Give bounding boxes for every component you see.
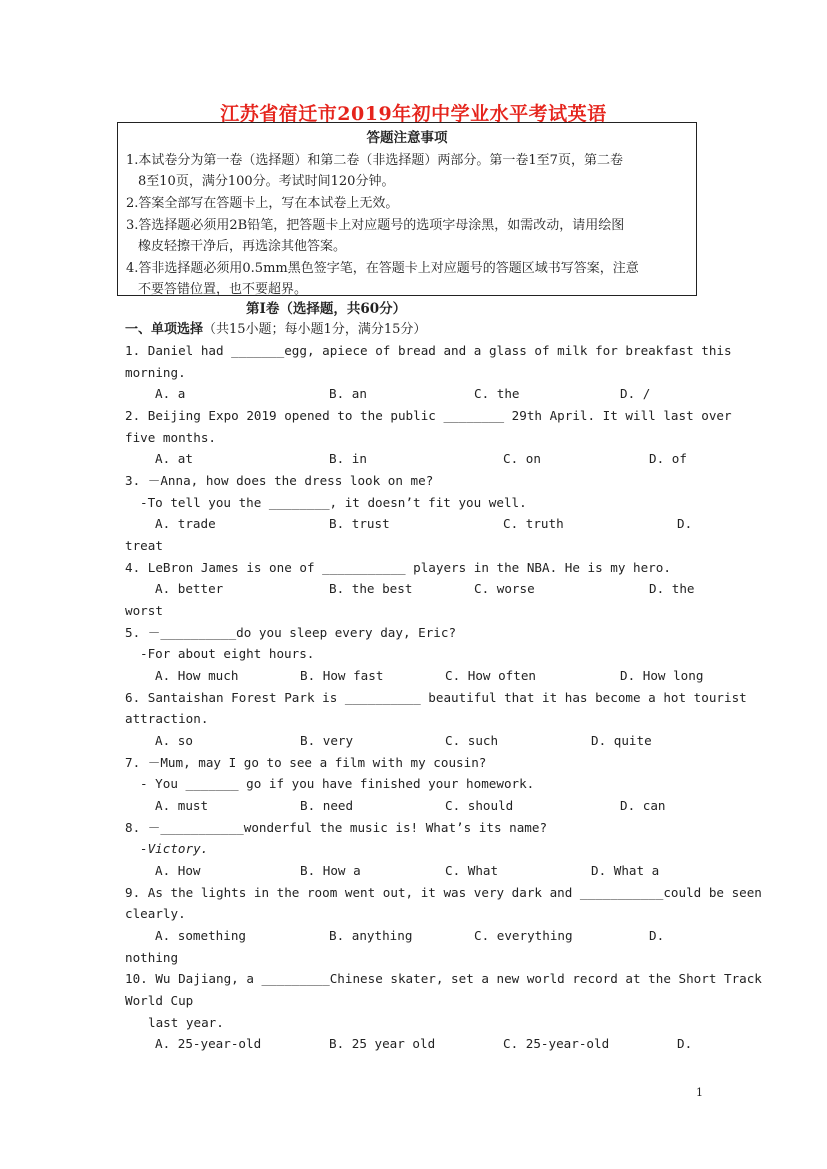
question-4-stem: 4. LeBron James is one of ___________ players in the NBA. He is my hero.: [125, 560, 671, 575]
q1-option-c: C. the: [474, 386, 520, 401]
notice-line: 1.本试卷分为第一卷（选择题）和第二卷（非选择题）两部分。第一卷1至7页，第二卷: [126, 153, 623, 168]
q7-option-d: D. can: [620, 798, 666, 813]
page-number: 1: [696, 1086, 703, 1099]
q2-option-a: A. at: [155, 451, 193, 466]
question-10-stem-cont: World Cup: [125, 993, 194, 1008]
q8-option-c: C. What: [445, 863, 499, 878]
question-7-stem-cont: - You _______ go if you have finished your homework.: [140, 776, 535, 791]
question-1-stem: 1. Daniel had _______egg, apiece of bread and a glass of milk for breakfast this: [125, 343, 732, 358]
question-2-stem-cont: five months.: [125, 430, 216, 445]
q10-option-b: B. 25 year old: [329, 1036, 436, 1051]
question-3-stem: 3. －Anna, how does the dress look on me?: [125, 473, 434, 488]
question-8-stem-cont: -Victory.: [140, 841, 209, 856]
part-heading: 第Ⅰ卷（选择题，共60分）: [246, 301, 407, 317]
q9-option-b: B. anything: [329, 928, 413, 943]
q5-option-a: A. How much: [155, 668, 239, 683]
q3-option-d: D.: [677, 516, 693, 531]
notice-line: 8至10页，满分100分。考试时间120分钟。: [138, 174, 395, 189]
exam-title: 江苏省宿迁市2019年初中学业水平考试英语: [220, 103, 607, 125]
question-2-stem: 2. Beijing Expo 2019 opened to the public ________ 29th April. It will last over: [125, 408, 732, 423]
q8-option-a: A. How: [155, 863, 201, 878]
q1-option-b: B. an: [329, 386, 367, 401]
q3-option-c: C. truth: [503, 516, 564, 531]
q9-option-d-text: nothing: [125, 950, 179, 965]
q3-option-d-text: treat: [125, 538, 163, 553]
q4-option-c: C. worse: [474, 581, 535, 596]
q10-option-a: A. 25-year-old: [155, 1036, 262, 1051]
question-6-stem: 6. Santaishan Forest Park is __________ beautiful that it has become a hot tourist: [125, 690, 747, 705]
q10-option-c: C. 25-year-old: [503, 1036, 610, 1051]
q4-option-a: A. better: [155, 581, 224, 596]
q8-option-d: D. What a: [591, 863, 660, 878]
notice-line: 3.答选择题必须用2B铅笔，把答题卡上对应题号的选项字母涂黑，如需改动，请用绘图: [126, 218, 625, 233]
section-desc: （共15小题；每小题1分，满分15分）: [203, 322, 427, 337]
q2-option-d: D. of: [649, 451, 687, 466]
section-heading: [125, 322, 426, 338]
q5-option-d: D. How long: [620, 668, 704, 683]
q6-option-b: B. very: [300, 733, 354, 748]
notice-line: 2.答案全部写在答题卡上，写在本试卷上无效。: [126, 196, 399, 211]
q7-option-c: C. should: [445, 798, 514, 813]
question-1-stem-cont: morning.: [125, 365, 186, 380]
q2-option-c: C. on: [503, 451, 541, 466]
q4-option-d: D. the: [649, 581, 695, 596]
q9-option-a: A. something: [155, 928, 246, 943]
q4-option-d-text: worst: [125, 603, 163, 618]
question-9-stem-cont: clearly.: [125, 906, 186, 921]
notice-line: 不要答错位置，也不要超界。: [138, 282, 308, 297]
q9-option-d: D.: [649, 928, 665, 943]
q1-option-d: D. /: [620, 386, 651, 401]
question-10-stem-cont2: last year.: [148, 1015, 224, 1030]
q4-option-b: B. the best: [329, 581, 413, 596]
notice-line: 橡皮轻擦干净后，再选涂其他答案。: [138, 239, 347, 254]
question-9-stem: 9. As the lights in the room went out, it was very dark and ___________could be seen: [125, 885, 762, 900]
question-7-stem: 7. －Mum, may I go to see a film with my cousin?: [125, 755, 487, 770]
q7-option-a: A. must: [155, 798, 209, 813]
notice-line: 4.答非选择题必须用0.5mm黑色签字笔，在答题卡上对应题号的答题区域书写答案，注意: [126, 261, 639, 276]
q9-option-c: C. everything: [474, 928, 573, 943]
q3-option-a: A. trade: [155, 516, 216, 531]
q5-option-c: C. How often: [445, 668, 536, 683]
q2-option-b: B. in: [329, 451, 367, 466]
q6-option-d: D. quite: [591, 733, 652, 748]
notice-box: [117, 122, 697, 296]
notice-heading: 答题注意事项: [366, 130, 448, 146]
question-6-stem-cont: attraction.: [125, 711, 209, 726]
q7-option-b: B. need: [300, 798, 354, 813]
q8-option-b: B. How a: [300, 863, 361, 878]
question-3-stem-cont: -To tell you the ________, it doesn’t fit you well.: [140, 495, 527, 510]
q1-option-a: A. a: [155, 386, 186, 401]
section-label: 一、单项选择: [125, 322, 204, 337]
question-5-stem: 5. －__________do you sleep every day, Eric?: [125, 625, 457, 640]
q3-option-b: B. trust: [329, 516, 390, 531]
q5-option-b: B. How fast: [300, 668, 384, 683]
q6-option-a: A. so: [155, 733, 193, 748]
question-5-stem-cont: -For about eight hours.: [140, 646, 315, 661]
question-8-stem: 8. －___________wonderful the music is! What’s its name?: [125, 820, 548, 835]
question-10-stem: 10. Wu Dajiang, a _________Chinese skater, set a new world record at the Short Track: [125, 971, 762, 986]
q10-option-d: D.: [677, 1036, 693, 1051]
q6-option-c: C. such: [445, 733, 499, 748]
